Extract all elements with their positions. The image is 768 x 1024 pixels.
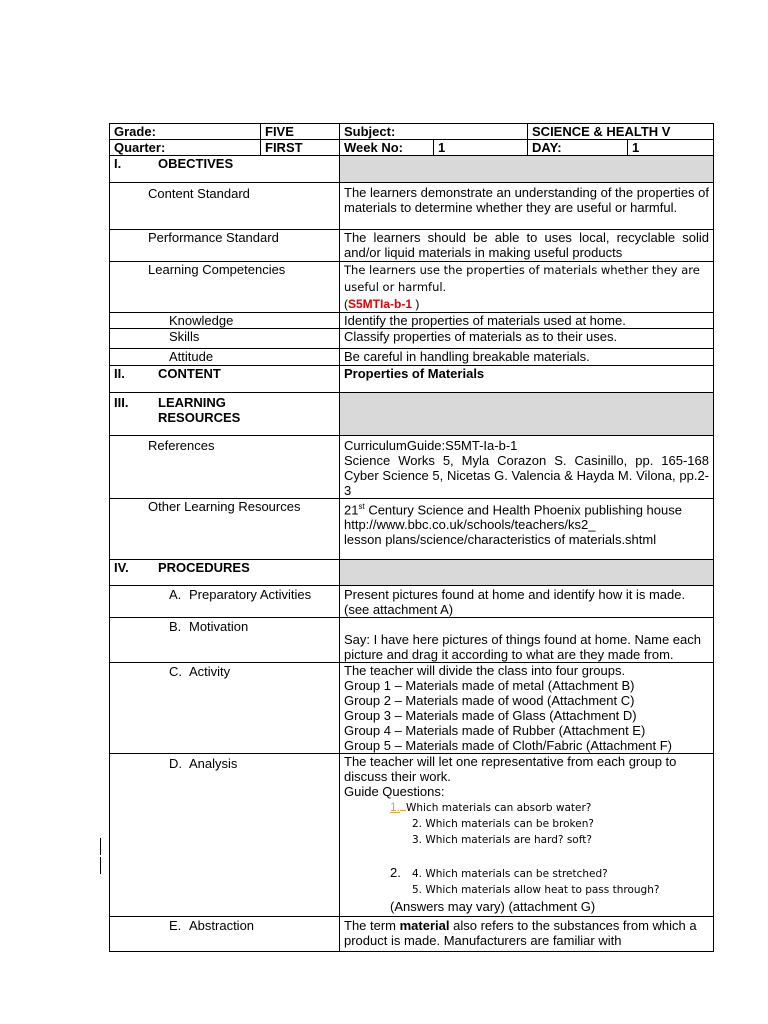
objectives-title: OBECTIVES xyxy=(158,156,234,171)
competencies-label: Learning Competencies xyxy=(110,262,340,313)
analysis-guide: Guide Questions: xyxy=(344,784,445,799)
other-resources-num: 21 xyxy=(344,502,359,518)
question-1-text: Which materials can absorb water? xyxy=(406,802,592,814)
row-preparatory xyxy=(110,586,714,618)
question-number-2: 2. xyxy=(390,865,401,880)
knowledge-label: Knowledge xyxy=(110,313,340,329)
competencies-text: The learners use the properties of materials whether they are useful or harmful. xyxy=(344,263,700,294)
content-title: CONTENT xyxy=(158,366,221,381)
row-motivation xyxy=(110,618,714,663)
content-heading xyxy=(110,366,340,393)
grade-value: FIVE xyxy=(261,124,340,140)
analysis-label xyxy=(110,754,340,917)
activity-line: The teacher will divide the class into four groups. xyxy=(344,663,626,678)
competency-code: S5MTIa-b-1 xyxy=(348,297,413,311)
row-abstraction xyxy=(110,917,714,952)
abstraction-bold: material xyxy=(399,918,450,933)
row-analysis xyxy=(110,754,714,917)
content-standard-text: The learners demonstrate an understanding of the properties of materials to determine whether they are useful or harmful. xyxy=(340,183,714,230)
activity-cell xyxy=(340,663,714,754)
row-references xyxy=(110,436,714,499)
motivation-letter: B. xyxy=(169,619,182,634)
objectives-heading xyxy=(110,156,340,183)
other-resources-rest: Century Science and Health Phoenix publishing house xyxy=(364,502,682,518)
performance-standard-label: Performance Standard xyxy=(110,230,340,262)
references-cell xyxy=(340,436,714,499)
analysis-question-4 xyxy=(344,865,709,882)
competency-code-line: (S5MTIa-b-1 ) xyxy=(344,297,420,311)
question-4-text: 4. Which materials can be stretched? xyxy=(412,868,608,880)
analysis-gap xyxy=(344,848,709,865)
other-resources-label: Other Learning Resources xyxy=(110,499,340,560)
abstraction-text xyxy=(340,917,714,952)
references-label: References xyxy=(110,436,340,499)
abstraction-label xyxy=(110,917,340,952)
procedures-title: PROCEDURES xyxy=(158,560,250,575)
grade-label: Grade: xyxy=(110,124,261,140)
row-attitude xyxy=(110,349,714,366)
preparatory-label-text: Preparatory Activities xyxy=(189,587,312,602)
other-resources-cell xyxy=(340,499,714,560)
section-resources xyxy=(110,393,714,436)
row-content-standard xyxy=(110,183,714,230)
section-procedures xyxy=(110,560,714,586)
row-knowledge xyxy=(110,313,714,329)
other-resources-book xyxy=(344,499,709,517)
week-value: 1 xyxy=(434,140,528,156)
preparatory-text: Present pictures found at home and identify how it is made. (see attachment A) xyxy=(340,586,714,618)
week-label: Week No: xyxy=(340,140,434,156)
skills-text: Classify properties of materials as to their uses. xyxy=(340,329,714,349)
preparatory-letter: A. xyxy=(169,587,182,602)
section-objectives xyxy=(110,156,714,183)
resources-heading-line1 xyxy=(114,395,335,410)
competencies-cell xyxy=(340,262,714,313)
attitude-text: Be careful in handling breakable materials. xyxy=(340,349,714,366)
analysis-intro: The teacher will let one representative from each group to discuss their work. xyxy=(344,754,677,784)
preparatory-label xyxy=(110,586,340,618)
abstraction-post: also refers to the substances from which a product is made. Manufacturers are familiar with xyxy=(344,918,697,948)
header-row-grade xyxy=(110,124,714,140)
other-resources-url2: lesson plans/science/characteristics of materials.shtml xyxy=(344,532,657,548)
performance-standard-text: The learners should be able to uses local, recyclable solid and/or liquid materials in making useful products xyxy=(340,230,714,262)
analysis-answers: (Answers may vary) (attachment G) xyxy=(390,899,596,914)
question-number-1: 1. xyxy=(390,800,401,814)
motivation-label xyxy=(110,618,340,663)
header-row-quarter xyxy=(110,140,714,156)
activity-line: Group 1 – Materials made of metal (Attachment B) xyxy=(344,678,635,693)
activity-letter: C. xyxy=(169,664,182,679)
resources-heading xyxy=(110,393,340,436)
motivation-text: Say: I have here pictures of things found at home. Name each picture and drag it according to what are they made from. xyxy=(340,618,714,663)
references-line2: Science Works 5, Myla Corazon S. Casinillo, pp. 165-168 Cyber Science 5, Nicetas G. Valencia & Hayda M. Vilona, pp.2-3 xyxy=(344,453,710,498)
procedures-heading xyxy=(110,560,340,586)
row-activity xyxy=(110,663,714,754)
row-performance-standard xyxy=(110,230,714,262)
analysis-question-1 xyxy=(344,799,709,816)
activity-line: Group 3 – Materials made of Glass (Attachment D) xyxy=(344,708,637,723)
knowledge-text: Identify the properties of materials used at home. xyxy=(340,313,714,329)
day-value: 1 xyxy=(628,140,714,156)
row-skills xyxy=(110,329,714,349)
resources-title-line2: RESOURCES xyxy=(158,410,241,425)
activity-label-text: Activity xyxy=(189,664,231,679)
analysis-letter: D. xyxy=(169,756,182,771)
subject-label: Subject: xyxy=(340,124,528,140)
margin-change-bar xyxy=(100,838,101,855)
row-other-resources xyxy=(110,499,714,560)
skills-label: Skills xyxy=(110,329,340,349)
activity-label xyxy=(110,663,340,754)
lesson-plan-table xyxy=(109,123,714,952)
objectives-num: I. xyxy=(114,156,122,171)
resources-title-line1: LEARNING xyxy=(158,395,226,410)
other-resources-sup: st xyxy=(358,502,365,511)
content-value: Properties of Materials xyxy=(340,366,714,393)
subject-value: SCIENCE & HEALTH V xyxy=(528,124,714,140)
activity-line: Group 4 – Materials made of Rubber (Attachment E) xyxy=(344,723,646,738)
resources-shaded-cell xyxy=(340,393,714,436)
abstraction-letter: E. xyxy=(169,918,182,933)
row-competencies xyxy=(110,262,714,313)
attitude-label: Attitude xyxy=(110,349,340,366)
activity-line: Group 5 – Materials made of Cloth/Fabric (Attachment F) xyxy=(344,738,673,753)
margin-change-bar xyxy=(100,857,101,874)
analysis-question-2: 2. Which materials can be broken? xyxy=(412,818,594,830)
analysis-question-5: 5. Which materials allow heat to pass through? xyxy=(412,884,660,896)
quarter-label: Quarter: xyxy=(110,140,261,156)
section-content xyxy=(110,366,714,393)
objectives-shaded-cell xyxy=(340,156,714,183)
other-resources-url1: http://www.bbc.co.uk/schools/teachers/ks2_ xyxy=(344,517,596,533)
content-standard-label: Content Standard xyxy=(110,183,340,230)
procedures-num: IV. xyxy=(114,560,129,575)
content-num: II. xyxy=(114,366,125,381)
motivation-label-text: Motivation xyxy=(189,619,249,634)
references-line1: CurriculumGuide:S5MT-Ia-b-1 xyxy=(344,438,518,453)
quarter-value: FIRST xyxy=(261,140,340,156)
analysis-label-text: Analysis xyxy=(189,756,238,771)
procedures-shaded-cell xyxy=(340,560,714,586)
activity-line: Group 2 – Materials made of wood (Attachment C) xyxy=(344,693,635,708)
abstraction-pre: The term xyxy=(344,918,400,933)
analysis-cell xyxy=(340,754,714,917)
resources-num: III. xyxy=(114,395,129,410)
abstraction-label-text: Abstraction xyxy=(189,918,255,933)
day-label: DAY: xyxy=(528,140,628,156)
analysis-question-3: 3. Which materials are hard? soft? xyxy=(412,834,592,846)
